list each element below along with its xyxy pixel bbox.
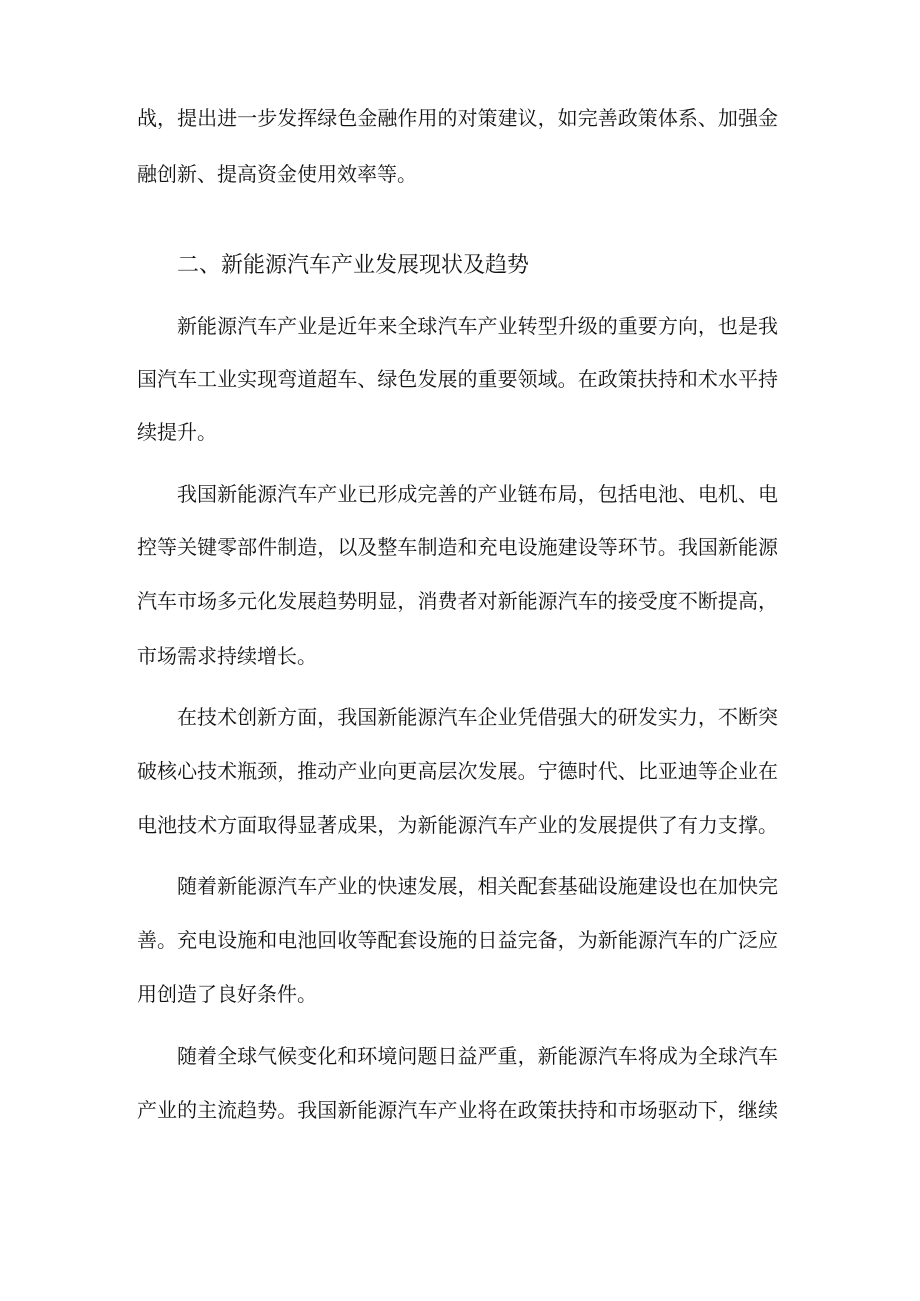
paragraph-line: 控等关键零部件制造，以及整车制造和充电设施建设等环节。我国新能源	[137, 535, 778, 559]
paragraph-line: 市场需求持续增长。	[137, 644, 317, 668]
intro-line: 战，提出进一步发挥绿色金融作用的对策建议，如完善政策体系、加强金	[137, 106, 778, 130]
paragraph-line: 国汽车工业实现弯道超车、绿色发展的重要领域。在政策扶持和术水平持	[137, 367, 778, 391]
paragraph-line: 随着新能源汽车产业的快速发展，相关配套基础设施建设也在加快完	[177, 874, 778, 898]
paragraph-line: 用创造了良好条件。	[137, 982, 317, 1006]
paragraph-line: 电池技术方面取得显著成果，为新能源汽车产业的发展提供了有力支撑。	[137, 813, 778, 837]
paragraph-line: 汽车市场多元化发展趋势明显，消费者对新能源汽车的接受度不断提高，	[137, 589, 778, 613]
section-heading: 二、新能源汽车产业发展现状及趋势	[177, 253, 530, 278]
paragraph-line: 破核心技术瓶颈，推动产业向更高层次发展。宁德时代、比亚迪等企业在	[137, 759, 778, 783]
paragraph-line: 续提升。	[137, 420, 217, 444]
paragraph-line: 我国新能源汽车产业已形成完善的产业链布局，包括电池、电机、电	[177, 482, 778, 506]
paragraph-line: 产业的主流趋势。我国新能源汽车产业将在政策扶持和市场驱动下，继续	[137, 1098, 778, 1122]
paragraph-line: 新能源汽车产业是近年来全球汽车产业转型升级的重要方向，也是我	[177, 314, 778, 338]
intro-line: 融创新、提高资金使用效率等。	[137, 162, 417, 186]
paragraph-line: 随着全球气候变化和环境问题日益严重，新能源汽车将成为全球汽车	[177, 1044, 778, 1068]
paragraph-line: 善。充电设施和电池回收等配套设施的日益完备，为新能源汽车的广泛应	[137, 928, 778, 952]
paragraph-line: 在技术创新方面，我国新能源汽车企业凭借强大的研发实力，不断突	[177, 705, 778, 729]
